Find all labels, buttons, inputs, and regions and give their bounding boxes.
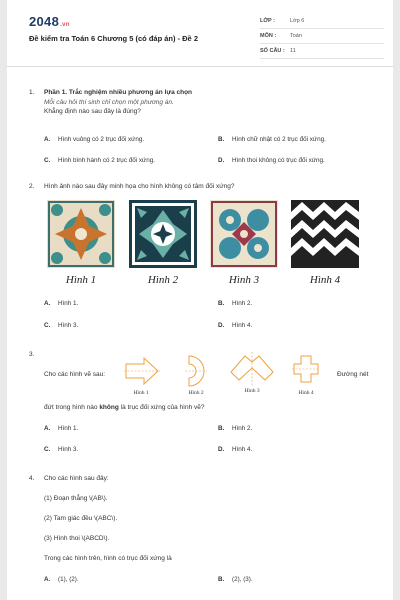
tile-image-4 bbox=[291, 200, 359, 268]
page-header bbox=[7, 0, 393, 67]
question-ask: Trong các hình trên, hình có trục đối xứng là bbox=[44, 555, 172, 562]
stem-text: là trục đối xứng của hình vẽ? bbox=[118, 404, 205, 411]
site-logo[interactable] bbox=[29, 14, 70, 29]
symmetry-shape-3 bbox=[229, 352, 275, 386]
tile-image-2 bbox=[129, 200, 197, 268]
option-text: (2), (3). bbox=[232, 576, 253, 583]
option-text: Hình 2. bbox=[232, 425, 253, 432]
option-b[interactable] bbox=[218, 576, 253, 583]
option-b[interactable] bbox=[218, 136, 326, 143]
meta-value: 11 bbox=[290, 48, 296, 54]
option-a[interactable] bbox=[44, 576, 79, 583]
option-key: C. bbox=[44, 157, 51, 164]
tile-caption: Hình 1 bbox=[65, 274, 97, 286]
instruction-text: Mỗi câu hỏi thí sinh chỉ chọn một phương án. bbox=[44, 98, 174, 106]
option-b[interactable] bbox=[218, 425, 252, 432]
question-stem: Hình ảnh nào sau đây minh họa cho hình không có tâm đối xứng? bbox=[44, 183, 235, 190]
option-key: A. bbox=[44, 136, 51, 143]
exam-title: Đề kiểm tra Toán 6 Chương 5 (có đáp án) - Đề 2 bbox=[29, 34, 198, 43]
option-text: Hình 3. bbox=[58, 322, 79, 329]
shape-caption: Hình 3 bbox=[244, 388, 260, 394]
question-1 bbox=[29, 88, 369, 178]
question-number: 3. bbox=[29, 351, 35, 358]
option-key: D. bbox=[218, 322, 225, 329]
option-key: C. bbox=[44, 446, 51, 453]
meta-row-class bbox=[260, 14, 384, 29]
option-text: Hình thoi không có trục đối xứng. bbox=[232, 157, 325, 164]
list-item: (2) Tam giác đều \(ABC\). bbox=[44, 515, 118, 522]
question-body bbox=[44, 88, 369, 117]
symmetry-shape-4 bbox=[292, 354, 320, 384]
question-number: 2. bbox=[29, 183, 35, 190]
stem-emphasis: không bbox=[99, 404, 119, 411]
option-text: Hình 1. bbox=[58, 300, 79, 307]
option-key: B. bbox=[218, 300, 225, 307]
option-text: Hình 1. bbox=[58, 425, 79, 432]
list-item: (1) Đoạn thẳng \(AB\). bbox=[44, 495, 108, 502]
symmetry-shape-2 bbox=[183, 354, 209, 388]
logo-suffix: .vn bbox=[60, 22, 70, 28]
shape-caption: Hình 1 bbox=[133, 390, 149, 396]
option-text: Hình 3. bbox=[58, 446, 79, 453]
list-item: (3) Hình thoi \(ABCD\). bbox=[44, 535, 110, 542]
option-text: Hình 4. bbox=[232, 322, 253, 329]
option-key: C. bbox=[44, 322, 51, 329]
option-key: B. bbox=[218, 136, 225, 143]
option-c[interactable] bbox=[44, 322, 78, 329]
option-d[interactable] bbox=[218, 446, 252, 453]
meta-label: MÔN : bbox=[260, 33, 277, 39]
option-a[interactable] bbox=[44, 136, 144, 143]
option-b[interactable] bbox=[218, 300, 252, 307]
question-3-options bbox=[29, 425, 369, 465]
option-a[interactable] bbox=[44, 425, 78, 432]
question-stem-cont: Đường nét bbox=[337, 371, 369, 378]
option-key: A. bbox=[44, 576, 51, 583]
option-key: B. bbox=[218, 576, 225, 583]
option-text: Hình 4. bbox=[232, 446, 253, 453]
meta-value: Lớp 6 bbox=[290, 18, 305, 24]
exam-meta bbox=[260, 14, 384, 59]
option-c[interactable] bbox=[44, 157, 155, 164]
exam-page bbox=[7, 0, 393, 600]
tile-caption: Hình 4 bbox=[309, 274, 341, 286]
option-key: A. bbox=[44, 300, 51, 307]
option-text: Hình 2. bbox=[232, 300, 253, 307]
question-2-options bbox=[29, 300, 369, 340]
option-text: Hình bình hành có 2 trục đối xứng. bbox=[58, 157, 155, 164]
question-stem-line-2 bbox=[44, 403, 204, 413]
logo-text: 2048 bbox=[29, 14, 60, 29]
question-stem: Khẳng định nào sau đây là đúng? bbox=[44, 108, 141, 115]
option-key: D. bbox=[218, 446, 225, 453]
tile-caption: Hình 2 bbox=[147, 274, 179, 286]
option-key: A. bbox=[44, 425, 51, 432]
symmetry-shape-1 bbox=[124, 356, 160, 386]
question-stem: Cho các hình vẽ sau: bbox=[44, 371, 106, 378]
question-stem: Cho các hình sau đây: bbox=[44, 475, 109, 482]
tile-image-3 bbox=[210, 200, 278, 268]
option-a[interactable] bbox=[44, 300, 78, 307]
tile-caption: Hình 3 bbox=[228, 274, 260, 286]
option-text: Hình vuông có 2 trục đối xứng. bbox=[58, 136, 145, 143]
meta-label: LỚP : bbox=[260, 18, 275, 24]
option-c[interactable] bbox=[44, 446, 78, 453]
option-key: D. bbox=[218, 157, 225, 164]
question-4 bbox=[29, 474, 369, 594]
option-text: (1), (2). bbox=[58, 576, 79, 583]
shape-caption: Hình 4 bbox=[298, 390, 314, 396]
question-number: 1. bbox=[29, 89, 35, 96]
option-d[interactable] bbox=[218, 157, 325, 164]
part-heading: Phần 1. Trắc nghiệm nhiều phương án lựa chọn bbox=[44, 89, 193, 96]
stem-text: đứt trong hình nào bbox=[44, 404, 100, 411]
meta-value: Toán bbox=[290, 33, 302, 39]
option-d[interactable] bbox=[218, 322, 252, 329]
tile-image-1 bbox=[47, 200, 115, 268]
meta-label: SỐ CÂU : bbox=[260, 48, 285, 54]
option-key: B. bbox=[218, 425, 225, 432]
question-number: 4. bbox=[29, 475, 35, 482]
shape-caption: Hình 2 bbox=[188, 390, 204, 396]
meta-row-count bbox=[260, 44, 384, 59]
option-text: Hình chữ nhật có 2 trục đối xứng. bbox=[232, 136, 326, 143]
meta-row-subject bbox=[260, 29, 384, 44]
